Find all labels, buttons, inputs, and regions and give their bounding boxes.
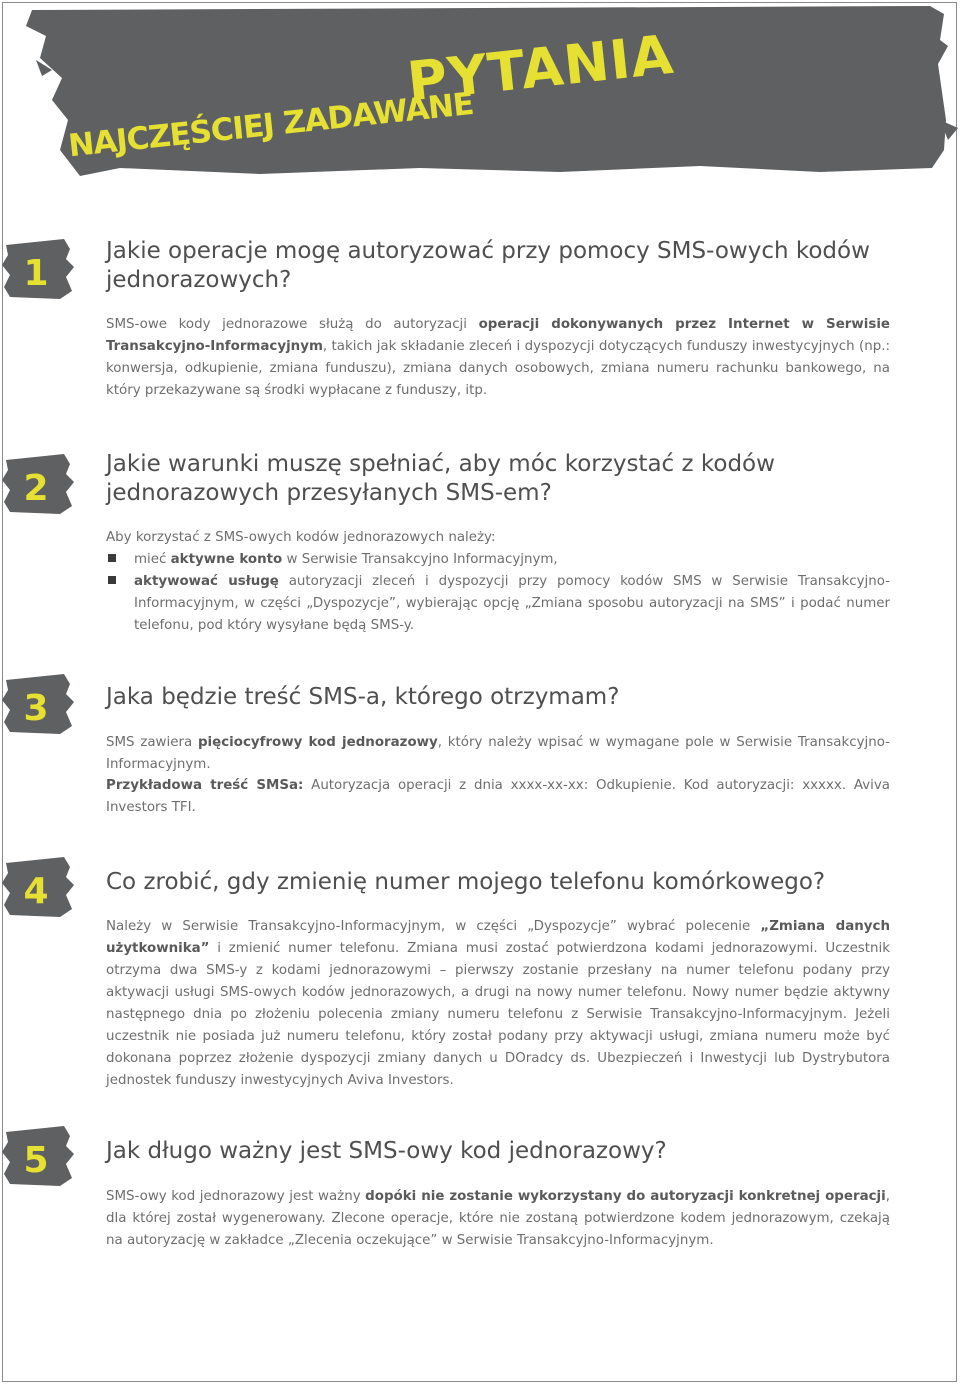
bullet-square xyxy=(108,554,116,562)
header-title-part2: PYTANIA xyxy=(404,22,677,114)
question-5-heading: Jak długo ważny jest SMS-owy kod jednorazowy? xyxy=(106,1138,667,1164)
answer-3-paragraph-2: Przykładowa treść SMSa: Autoryzacja operacji z dnia xxxx-xx-xx: Odkupienie. Kod autoryzacji: xxxxx. Aviva Investors TFI. xyxy=(106,778,891,815)
grunge-banner-shape xyxy=(0,0,960,200)
answer-2-bullet-1: mieć aktywne konto w Serwisie Transakcyjno Informacyjnym, xyxy=(134,552,558,567)
answer-2-bullet-2: aktywować usługę autoryzacji zleceń i dyspozycji przy pomocy kodów SMS w Serwisie Transakcyjno-Informacyjnym, w części „Dyspozycje”, wybierając opcję „Zmiana sposobu autoryzacji na SMS” i podać numer telefonu, pod który wysyłane będą SMS-y. xyxy=(134,574,890,633)
header-title-part1: NAJCZĘŚCIEJ ZADAWANE xyxy=(66,85,475,165)
answer-4-paragraph: Należy w Serwisie Transakcyjno-Informacyjnym, w części „Dyspozycje” wybrać polecenie „Zmiana danych użytkownika” i zmienić numer telefonu. Zmiana musi zostać potwierdzona kodami jednorazowymi. Uczestnik otrzyma dwa SMS-y z kodami jednorazowymi – pierwszy zostanie przesłany na numer telefonu podany przy aktywacji usługi SMS-owych kodów jednorazowych, a drugi na nowy numer telefonu. Nowy numer będzie aktywny następnego dnia po złożeniu polecenia zmiany numeru telefonu z Serwisie Transakcyjno-Informacyjnym. Jeżeli uczestnik nie posiada już numeru telefonu, który został podany przy aktywacji usługi, zmiana numeru może być dokonana poprzez złożenie dyspozycji zmiany danych u DOradcy ds. Ubezpieczeń i Inwestycji lub Dystrybutora jednostek funduszy inwestycyjnych Aviva Investors. xyxy=(106,919,890,1088)
bullet-square xyxy=(108,576,116,584)
question-1-heading: Jakie operacje mogę autoryzować przy pomocy SMS-owych kodów jednorazowych? xyxy=(106,238,870,293)
badge-number: 5 xyxy=(23,1140,49,1181)
answer-3-paragraph-1: SMS zawiera pięciocyfrowy kod jednorazowy, który należy wpisać w wymagane pole w Serwisie Transakcyjno-Informacyjnym. xyxy=(106,735,890,772)
number-badge-5 xyxy=(0,1124,78,1188)
badge-number: 3 xyxy=(23,688,49,729)
number-badge-3 xyxy=(0,672,78,736)
header-banner xyxy=(0,0,960,200)
question-4-heading: Co zrobić, gdy zmienię numer mojego telefonu komórkowego? xyxy=(106,869,826,895)
number-badge-4 xyxy=(0,855,78,919)
question-3-heading: Jaka będzie treść SMS-a, którego otrzymam? xyxy=(106,684,620,710)
number-badge-1 xyxy=(0,237,78,301)
answer-5-paragraph: SMS-owy kod jednorazowy jest ważny dopóki nie zostanie wykorzystany do autoryzacji konkretnej operacji, dla której został wygenerowany. Zlecone operacje, które nie zostaną potwierdzone kodem jednorazowym, czekają na autoryzację w zakładce „Zlecenia oczekujące” w Serwisie Transakcyjno-Informacyjnym. xyxy=(106,1189,890,1248)
badge-number: 1 xyxy=(23,253,49,294)
badge-number: 4 xyxy=(23,871,49,912)
badge-number: 2 xyxy=(23,468,49,509)
answer-1-paragraph: SMS-owe kody jednorazowe służą do autoryzacji operacji dokonywanych przez Internet w Serwisie Transakcyjno-Informacyjnym, takich jak składanie zleceń i dyspozycji dotyczących funduszy inwestycyjnych (np.: konwersja, odkupienie, zmiana funduszu), zmiana danych osobowych, zmiana numeru rachunku bankowego, na który przekazywane są środki wypłacane z funduszy, itp. xyxy=(106,317,890,398)
number-badge-2 xyxy=(0,452,78,516)
answer-2-intro: Aby korzystać z SMS-owych kodów jednorazowych należy: xyxy=(106,530,496,545)
question-2-heading: Jakie warunki muszę spełniać, aby móc korzystać z kodów jednorazowych przesyłanych SMS-em? xyxy=(106,451,775,506)
